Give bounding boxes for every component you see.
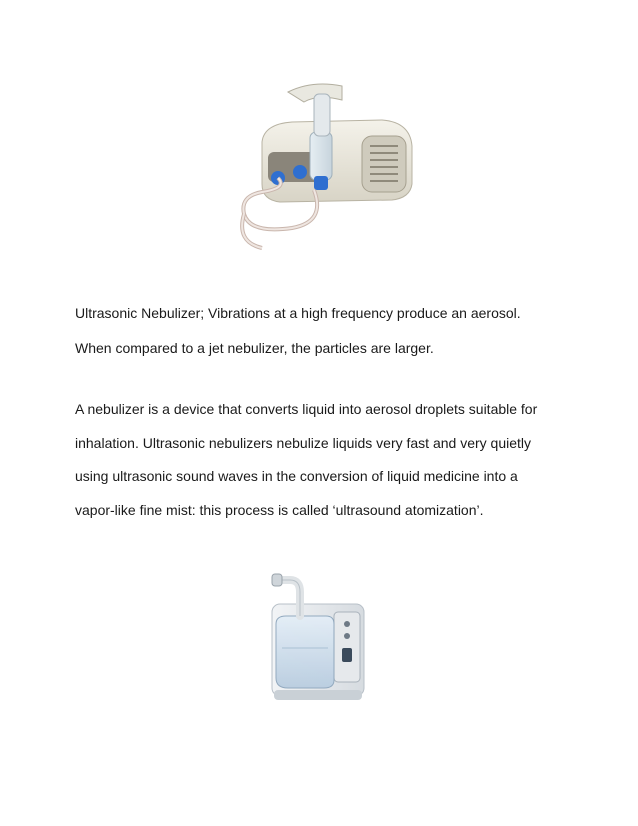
caption <box>75 304 575 362</box>
caption-line: When compared to a jet nebulizer, the particles are larger. <box>75 340 434 356</box>
body-paragraph <box>75 400 575 524</box>
ultrasonic-nebulizer-image <box>262 568 372 704</box>
body-line: using ultrasonic sound waves in the conversion of liquid medicine into a <box>75 468 518 484</box>
body-line: vapor-like fine mist: this process is called ‘ultrasound atomization’. <box>75 502 484 518</box>
body-line: inhalation. Ultrasonic nebulizers nebulize liquids very fast and very quietly <box>75 435 532 451</box>
jet-nebulizer-image <box>222 72 422 254</box>
caption-line: Ultrasonic Nebulizer; Vibrations at a high frequency produce an aerosol. <box>75 305 521 321</box>
body-line: A nebulizer is a device that converts liquid into aerosol droplets suitable for <box>75 401 538 417</box>
